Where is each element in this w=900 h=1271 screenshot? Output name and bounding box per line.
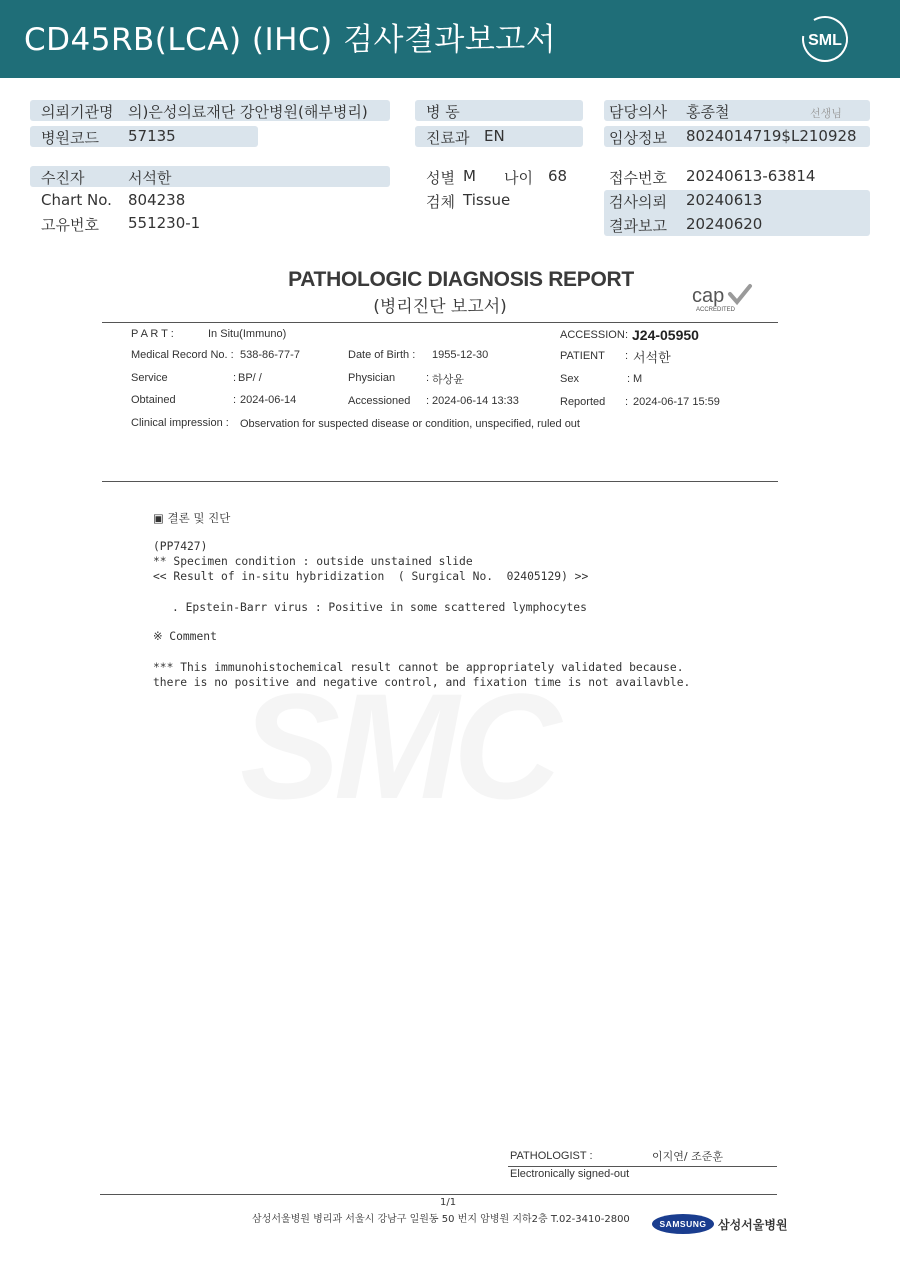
receipt-label: 접수번호 <box>609 169 667 187</box>
samsung-logo: SAMSUNG <box>652 1214 714 1234</box>
part-label: P A R T : <box>131 328 174 340</box>
sex-value: M <box>463 167 476 185</box>
patient-colon: : <box>625 350 629 362</box>
patient-value: 서석한 <box>128 169 172 187</box>
diagnosis-section-heading: ▣ 결론 및 진단 <box>153 511 231 525</box>
accessioned-value: 2024-06-14 13:33 <box>432 395 519 407</box>
ebv-result: . Epstein-Barr virus : Positive in some scattered lymphocytes <box>172 601 587 614</box>
physician-value: 하상윤 <box>432 373 464 386</box>
doctor-suffix: 선생님 <box>810 107 842 120</box>
comment-heading: ※ Comment <box>153 630 217 643</box>
clinical-info-label: 임상정보 <box>609 129 667 147</box>
result-heading: << Result of in-situ hybridization ( Surgical No. 02405129) >> <box>153 570 589 583</box>
mrn-label: Medical Record No. : <box>131 349 234 361</box>
dob-label: Date of Birth : <box>348 349 416 361</box>
svg-text:cap: cap <box>692 285 725 307</box>
obtained-label: Obtained <box>131 394 176 406</box>
comment-line-1: *** This immunohistochemical result cannot be appropriately validated because. <box>153 661 684 674</box>
pathologist-label: PATHOLOGIST : <box>510 1150 593 1162</box>
dept-label: 진료과 <box>426 129 470 147</box>
report-header <box>0 0 900 78</box>
result-date-value: 20240620 <box>686 215 763 233</box>
mrn-value: 538-86-77-7 <box>240 349 300 361</box>
obtained-colon: : <box>233 394 237 406</box>
diagnosis-code: (PP7427) <box>153 540 208 553</box>
result-date-label: 결과보고 <box>609 217 667 235</box>
document-title: CD45RB(LCA) (IHC) 검사결과보고서 <box>24 22 557 58</box>
footer-address: 삼성서울병원 병리과 서울시 강남구 일원동 50 번지 암병원 지하2층 T.02-3410-2800 <box>252 1214 630 1225</box>
reported-colon: : <box>625 396 629 408</box>
footer-rule <box>100 1194 777 1195</box>
patient-label: 수진자 <box>41 169 85 187</box>
obtained-value: 2024-06-14 <box>240 394 297 406</box>
accession-value: J24-05950 <box>632 327 699 343</box>
ward-label: 병 동 <box>426 103 460 121</box>
clinical-info-value: 8024014719$L210928 <box>686 127 857 145</box>
receipt-value: 20240613-63814 <box>686 167 816 185</box>
samsung-hospital-name: 삼성서울병원 <box>718 1218 788 1232</box>
service-colon: : <box>233 372 237 384</box>
institution-label: 의뢰기관명 <box>41 103 114 121</box>
accessioned-colon: : <box>426 395 430 407</box>
age-value: 68 <box>548 167 568 185</box>
dob-value: 1955-12-30 <box>432 349 489 361</box>
unique-no-value: 551230-1 <box>128 214 201 232</box>
specimen-value: Tissue <box>463 191 511 209</box>
sml-logo-text: SML <box>808 32 842 49</box>
specimen-label: 검체 <box>426 193 455 211</box>
hospital-code-label: 병원코드 <box>41 129 99 147</box>
doctor-value: 홍종철 <box>686 103 730 121</box>
chart-no-label: Chart No. <box>41 191 112 209</box>
page-number: 1/1 <box>440 1197 457 1208</box>
sex-value-report: M <box>633 373 643 385</box>
accession-colon: : <box>625 329 629 341</box>
physician-label: Physician <box>348 372 396 384</box>
sml-logo <box>800 14 850 64</box>
specimen-condition: ** Specimen condition : outside unstained slide <box>153 555 473 568</box>
physician-colon: : <box>426 372 430 384</box>
report-subtitle: (병리진단 보고서) <box>373 297 507 317</box>
report-top-rule <box>102 322 778 323</box>
age-label: 나이 <box>504 169 533 187</box>
request-date-label: 검사의뢰 <box>609 193 667 211</box>
chart-no-value: 804238 <box>128 191 186 209</box>
signature-rule <box>508 1166 777 1167</box>
institution-value: 의)은성의료재단 강안병원(해부병리) <box>128 103 368 121</box>
dept-value: EN <box>484 127 505 145</box>
esign-text: Electronically signed-out <box>510 1168 630 1180</box>
pathologist-value: 이지연/ 조준훈 <box>652 1150 723 1163</box>
svg-text:ACCREDITED: ACCREDITED <box>696 307 736 313</box>
reported-label: Reported <box>560 396 606 408</box>
patient-value-report: 서석한 <box>633 351 671 366</box>
doctor-label: 담당의사 <box>609 103 667 121</box>
sex-label: 성별 <box>426 169 455 187</box>
patient-label-report: PATIENT <box>560 350 605 362</box>
sex-colon: : <box>627 373 631 385</box>
accessioned-label: Accessioned <box>348 395 411 407</box>
sex-label-report: Sex <box>560 373 579 385</box>
service-value: BP/ / <box>238 372 262 384</box>
reported-value: 2024-06-17 15:59 <box>633 396 720 408</box>
part-value: In Situ(Immuno) <box>208 328 287 340</box>
accession-label: ACCESSION <box>560 329 625 341</box>
service-label: Service <box>131 372 168 384</box>
hospital-code-value: 57135 <box>128 127 176 145</box>
cap-accredited-logo <box>690 280 754 314</box>
clinical-impression-value: Observation for suspected disease or condition, unspecified, ruled out <box>240 418 580 430</box>
unique-no-label: 고유번호 <box>41 216 99 234</box>
report-title: PATHOLOGIC DIAGNOSIS REPORT <box>288 268 634 291</box>
report-mid-rule <box>102 481 778 482</box>
request-date-value: 20240613 <box>686 191 763 209</box>
comment-line-2: there is no positive and negative control, and fixation time is not availavble. <box>153 676 691 689</box>
clinical-impression-label: Clinical impression : <box>131 417 229 429</box>
